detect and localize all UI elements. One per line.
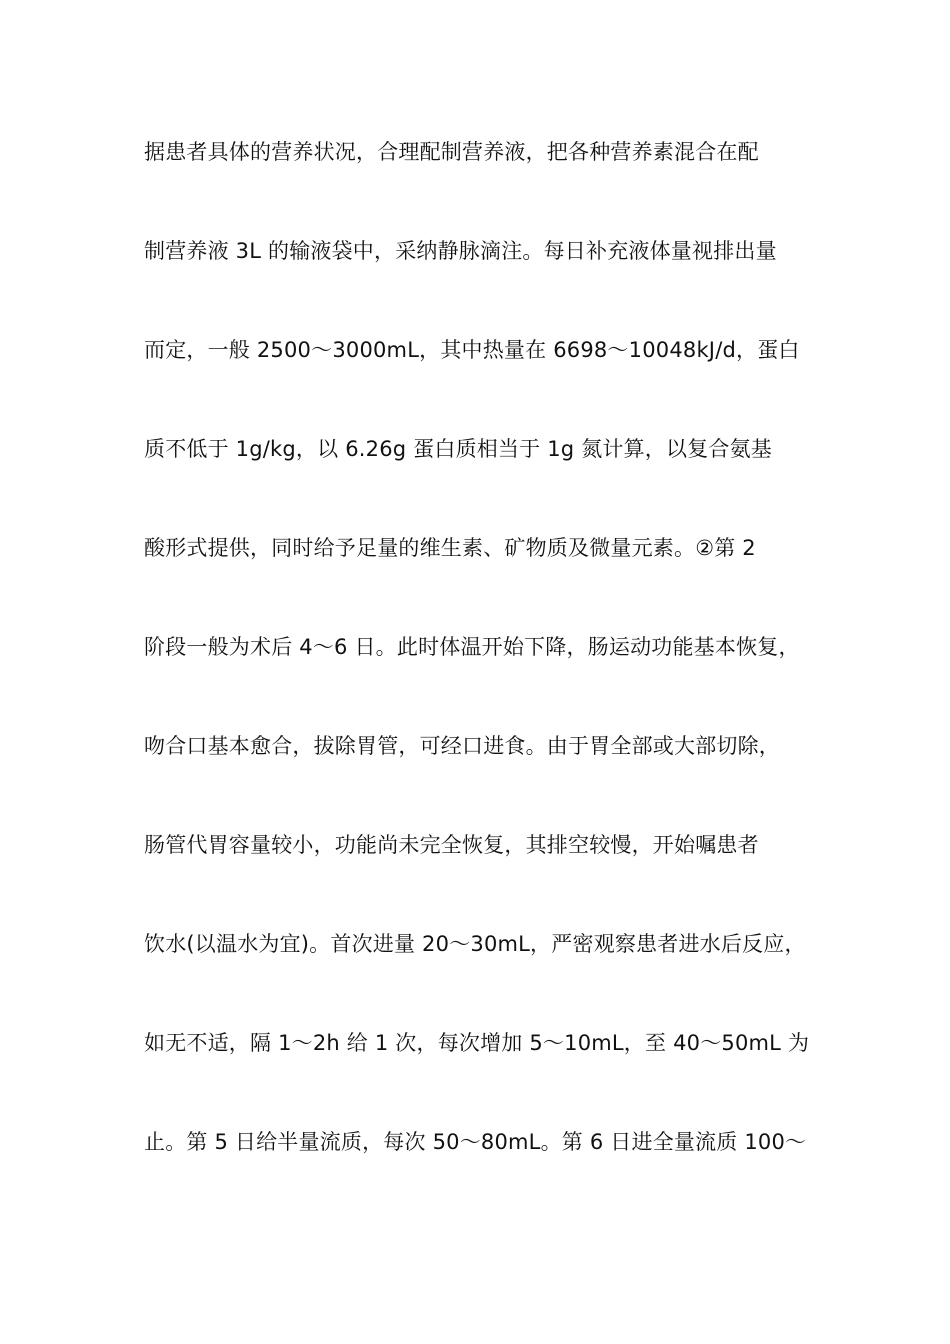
text-line: 据患者具体的营养状况，合理配制营养液，把各种营养素混合在配 <box>144 140 759 164</box>
text-line: 止。第 5 日给半量流质，每次 50～80mL。第 6 日进全量流质 100～ <box>144 1130 807 1154</box>
text-line: 酸形式提供，同时给予足量的维生素、矿物质及微量元素。②第 2 <box>144 536 756 560</box>
text-line: 如无不适，隔 1～2h 给 1 次，每次增加 5～10mL，至 40～50mL 为 <box>144 1031 810 1055</box>
text-line: 而定，一般 2500～3000mL，其中热量在 6698～10048kJ/d，蛋白 <box>144 338 800 362</box>
text-line: 吻合口基本愈合，拔除胃管，可经口进食。由于胃全部或大部切除， <box>144 734 780 758</box>
text-line: 质不低于 1g/kg，以 6.26g 蛋白质相当于 1g 氮计算，以复合氨基 <box>144 437 773 461</box>
text-line: 制营养液 3L 的输液袋中，采纳静脉滴注。每日补充液体量视排出量 <box>144 239 777 263</box>
body-paragraph <box>144 130 824 1219</box>
text-line: 阶段一般为术后 4～6 日。此时体温开始下降，肠运动功能基本恢复， <box>144 635 800 659</box>
text-line: 肠管代胃容量较小，功能尚未完全恢复，其排空较慢，开始嘱患者 <box>144 833 759 857</box>
text-line: 饮水(以温水为宜)。首次进量 20～30mL，严密观察患者进水后反应， <box>144 932 806 956</box>
